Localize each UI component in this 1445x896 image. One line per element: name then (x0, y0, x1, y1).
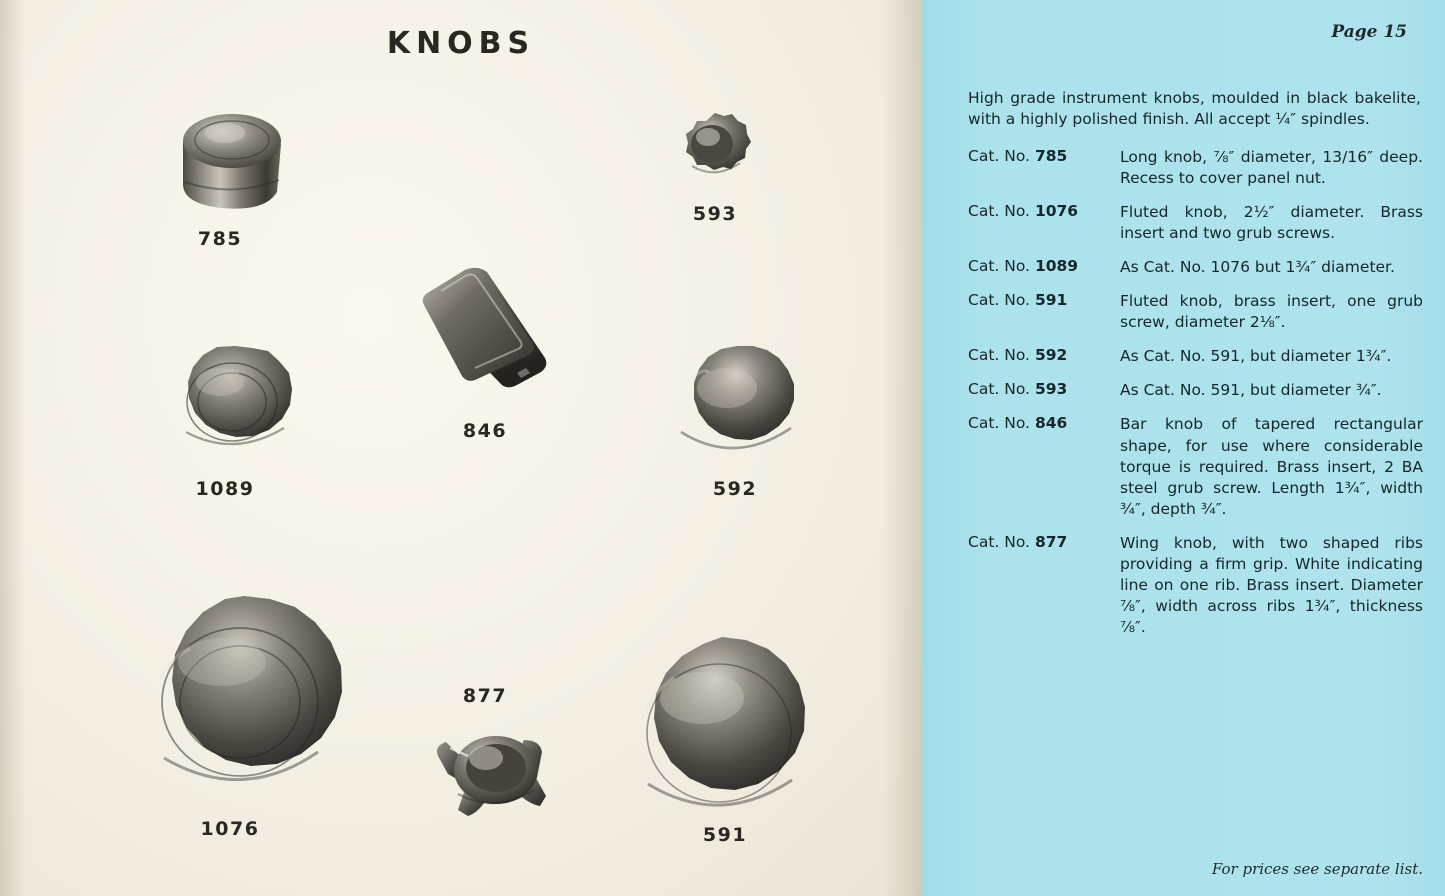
knob-image-592 (663, 340, 813, 480)
catalogue-entry-785 (968, 147, 1427, 189)
entry-desc-1089: As Cat. No. 1076 but 1¾″ diameter. (1120, 258, 1395, 277)
entry-desc-877: Wing knob, with two shaped ribs providing a firm grip. White indicating line on one rib. Brass insert. Diameter ⅞″, width across ribs 1¾″, thickness ⅞″. (1120, 533, 1423, 637)
entry-desc-785: Long knob, ⅞″ diameter, 13/16″ deep. Recess to cover panel nut. (1120, 147, 1423, 187)
entry-cat-877 (968, 533, 1120, 551)
description-panel (922, 0, 1445, 896)
figure-label-785: 785 (197, 228, 243, 250)
knob-image-1089 (160, 340, 310, 475)
catalogue-entry-1089 (968, 257, 1427, 278)
knob-image-1076 (130, 590, 360, 822)
cat-number: 877 (1034, 532, 1068, 551)
cat-prefix: Cat. No. (968, 146, 1030, 165)
page-number: Page 15 (1331, 22, 1407, 42)
cat-prefix: Cat. No. (968, 346, 1030, 365)
entry-cat-593 (968, 380, 1120, 398)
page-title: KNOBS (386, 26, 536, 61)
catalogue-entry-592 (968, 346, 1427, 367)
entry-cat-1089 (968, 257, 1120, 275)
catalogue-entry-877 (968, 533, 1427, 638)
catalogue-entry-593 (968, 380, 1427, 401)
cat-number: 593 (1034, 380, 1068, 399)
knob-image-785 (165, 100, 305, 225)
cat-prefix: Cat. No. (968, 257, 1030, 276)
cat-prefix: Cat. No. (968, 380, 1030, 399)
cat-prefix: Cat. No. (968, 291, 1030, 310)
cat-prefix: Cat. No. (968, 201, 1030, 220)
cat-number: 846 (1034, 414, 1068, 433)
entry-cat-1076 (968, 202, 1120, 220)
entry-desc-846: Bar knob of tapered rectangular shape, for use where considerable torque is required. Brass insert, 2 BA steel grub screw. Length 1¾″, width ¾″, depth ¾″. (1120, 415, 1423, 518)
knob-image-591 (620, 632, 825, 837)
entry-desc-1076: Fluted knob, 2½″ diameter. Brass insert and two grub screws. (1120, 202, 1423, 242)
entry-desc-592: As Cat. No. 591, but diameter 1¾″. (1120, 347, 1392, 366)
figure-label-1076: 1076 (200, 818, 260, 840)
knob-image-593 (672, 108, 758, 194)
entry-cat-785 (968, 147, 1120, 165)
knob-image-877 (428, 718, 573, 836)
entry-cat-846 (968, 414, 1120, 432)
intro-paragraph: High grade instrument knobs, moulded in black bakelite, with a highly polished finish. All accept ¼″ spindles. (968, 89, 1421, 129)
figure-label-846: 846 (462, 420, 508, 442)
cat-prefix: Cat. No. (968, 414, 1030, 433)
catalogue-entry-1076 (968, 202, 1427, 244)
cat-number: 591 (1034, 291, 1068, 310)
price-footnote: For prices see separate list. (1211, 860, 1423, 878)
figure-label-593: 593 (692, 203, 738, 225)
cat-number: 1076 (1034, 201, 1079, 220)
cat-number: 1089 (1034, 257, 1079, 276)
knob-image-846 (405, 262, 570, 397)
entry-cat-591 (968, 291, 1120, 309)
figure-label-592: 592 (712, 478, 758, 500)
entry-cat-592 (968, 346, 1120, 364)
cat-number: 592 (1034, 346, 1068, 365)
catalogue-entry-591 (968, 291, 1427, 333)
catalogue-entry-846 (968, 414, 1427, 519)
cat-number: 785 (1034, 146, 1068, 165)
panel-body (968, 88, 1427, 651)
figure-label-1089: 1089 (195, 478, 255, 500)
figure-label-877: 877 (462, 685, 508, 707)
entry-desc-591: Fluted knob, brass insert, one grub screw, diameter 2⅛″. (1120, 292, 1423, 332)
cat-prefix: Cat. No. (968, 532, 1030, 551)
entry-desc-593: As Cat. No. 591, but diameter ¾″. (1120, 381, 1382, 400)
figure-label-591: 591 (702, 824, 748, 846)
